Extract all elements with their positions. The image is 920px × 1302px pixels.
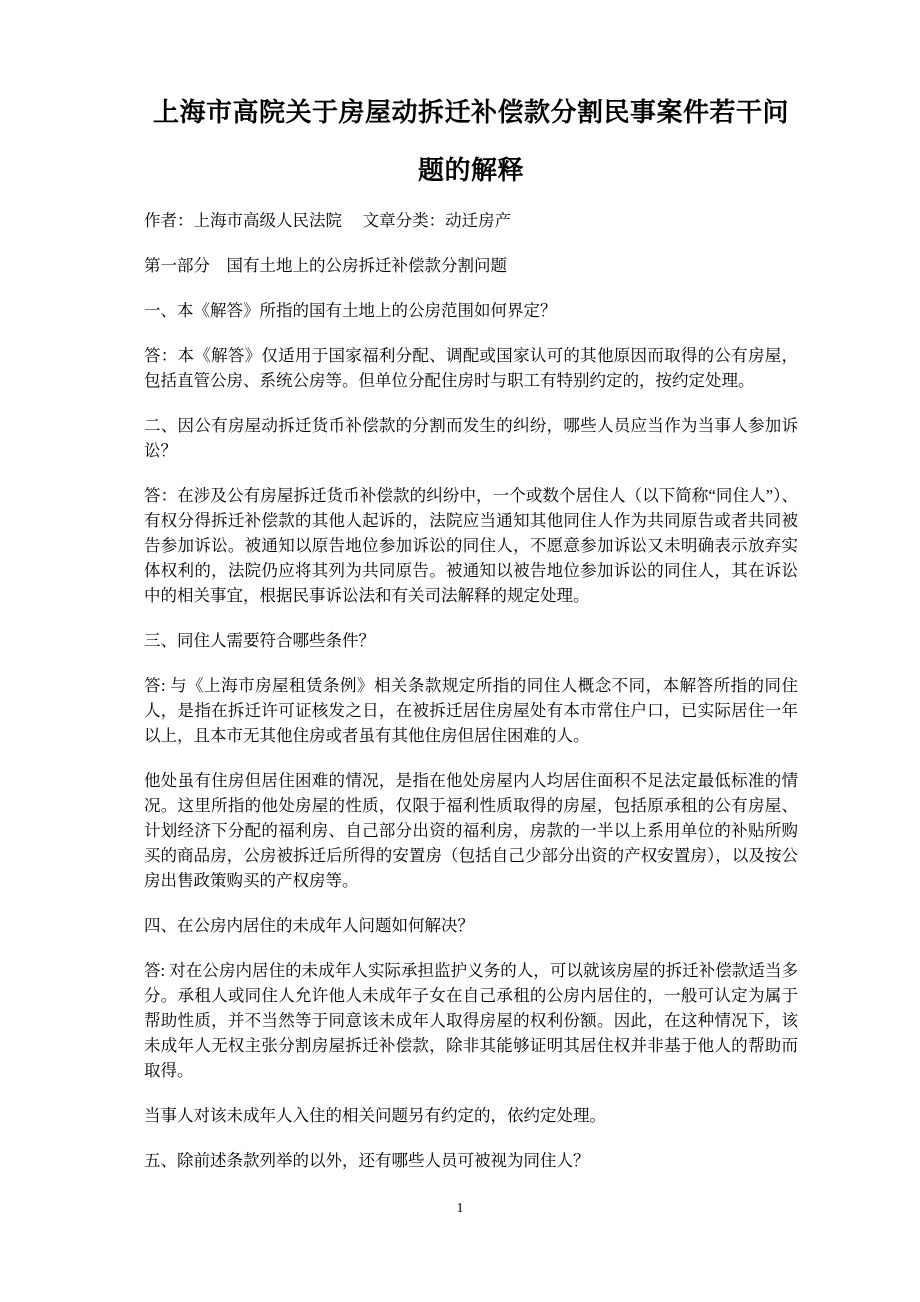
answer-3-continued: 他处虽有住房但居住困难的情况，是指在他处房屋内人均居住面积不足法定最低标准的情况。这里所指的他处房屋的性质，仅限于福利性质取得的房屋，包括原承租的公有房屋、计划经济下分配的福利房、自己部分出资的福利房，房款的一半以上系用单位的补贴所购买的商品房，公房被拆迁后所得的安置房（包括自己少部分出资的产权安置房），以及按公房出售政策购买的产权房等。: [144, 771, 798, 890]
question-1: 一、本《解答》所指的国有土地上的公房范围如何界定？: [144, 301, 557, 320]
question-2: 二、因公有房屋动拆迁货币补偿款的分割而发生的纠纷，哪些人员应当作为当事人参加诉讼？: [144, 416, 798, 460]
section-heading: 第一部分 国有土地上的公房拆迁补偿款分割问题: [144, 256, 507, 275]
answer-4-continued: 当事人对该未成年人入住的相关问题另有约定的，依约定处理。: [144, 1106, 606, 1125]
page-number: 1: [456, 1201, 464, 1216]
author-meta-line: 作者：上海市高级人民法院 文章分类：动迁房产: [144, 211, 512, 230]
answer-4: 答: 对在公房内居住的未成年人实际承担监护义务的人，可以就该房屋的拆迁补偿款适当多分。承租人或同住人允许他人未成年子女在自己承租的公房内居住的，一般可认定为属于帮助性质，并不当然等于同意该未成年人取得房屋的权利份额。因此，在这种情况下，该未成年人无权主张分割房屋拆迁补偿款，除非其能够证明其居住权并非基于他人的帮助而取得。: [144, 961, 798, 1080]
answer-1: 答：本《解答》仅适用于国家福利分配、调配或国家认可的其他原因而取得的公有房屋，包括直管公房、系统公房等。但单位分配住房时与职工有特别约定的，按约定处理。: [144, 346, 798, 390]
answer-2: 答：在涉及公有房屋拆迁货币补偿款的纠纷中，一个或数个居住人（以下简称“同住人”）、有权分得拆迁补偿款的其他人起诉的，法院应当通知其他同住人作为共同原告或者共同被告参加诉讼。被通知以原告地位参加诉讼的同住人，不愿意参加诉讼又未明确表示放弃实体权利的，法院仍应将其列为共同原告。被通知以被告地位参加诉讼的同住人，其在诉讼中的相关事宜，根据民事诉讼法和有关司法解释的规定处理。: [144, 486, 798, 605]
document-title: 上海市高院关于房屋动拆迁补偿款分割民事案件若干问题的解释: [152, 98, 789, 185]
question-4: 四、在公房内居住的未成年人问题如何解决？: [144, 916, 474, 935]
question-5: 五、除前述条款列举的以外，还有哪些人员可被视为同住人？: [144, 1151, 590, 1170]
answer-3: 答: 与《上海市房屋租赁条例》相关条款规定所指的同住人概念不同，本解答所指的同住人，是指在拆迁许可证核发之日，在被拆迁居住房屋处有本市常住户口，已实际居住一年以上，且本市无其他住房或者虽有其他住房但居住困难的人。: [144, 676, 798, 745]
question-3: 三、同住人需要符合哪些条件？: [144, 631, 375, 650]
